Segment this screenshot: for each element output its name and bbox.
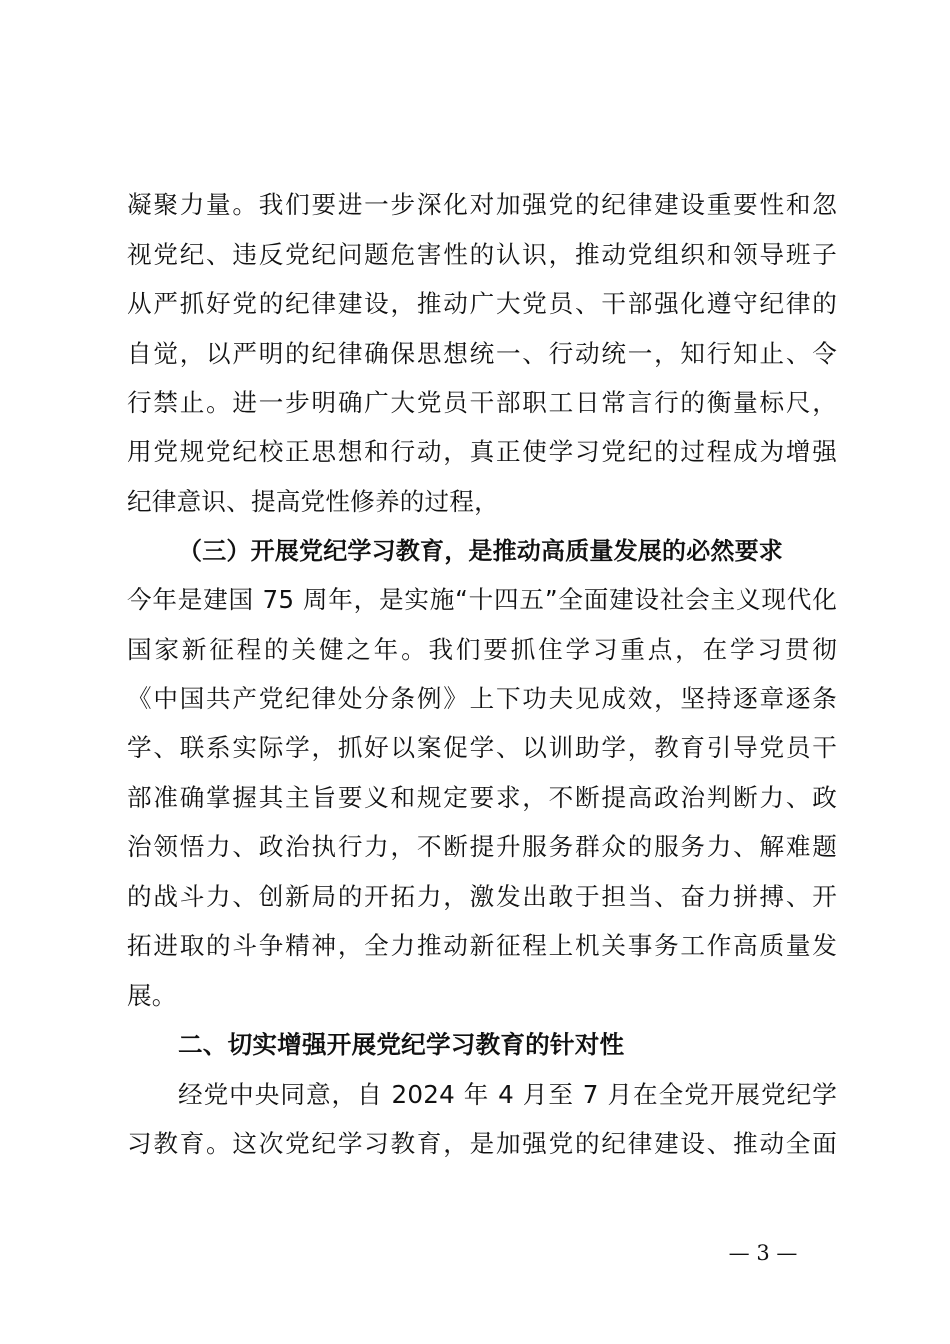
body-line: 视党纪、违反党纪问题危害性的认识，推动党组织和领导班子 <box>127 240 837 269</box>
body-line: 经党中央同意，自 2024 年 4 月至 7 月在全党开展党纪学 <box>178 1080 837 1109</box>
body-line: 凝聚力量。我们要进一步深化对加强党的纪律建设重要性和忽 <box>127 190 837 219</box>
body-line: 学、联系实际学，抓好以案促学、以训助学，教育引导党员干 <box>127 733 837 762</box>
body-line: 行禁止。进一步明确广大党员干部职工日常言行的衡量标尺， <box>127 388 837 417</box>
body-line: 国家新征程的关健之年。我们要抓住学习重点，在学习贯彻 <box>127 635 837 664</box>
section-subheading: （三）开展党纪学习教育，是推动高质量发展的必然要求 <box>178 537 783 565</box>
body-line: 习教育。这次党纪学习教育，是加强党的纪律建设、推动全面 <box>127 1129 837 1158</box>
body-line: 今年是建国 75 周年，是实施“十四五”全面建设社会主义现代化 <box>127 585 837 614</box>
body-line: 自觉，以严明的纪律确保思想统一、行动统一，知行知止、令 <box>127 339 837 368</box>
body-line: 治领悟力、政治执行力，不断提升服务群众的服务力、解难题 <box>127 832 837 861</box>
body-line: 拓进取的斗争精神，全力推动新征程上机关事务工作高质量发 <box>127 931 837 960</box>
body-line: 用党规党纪校正思想和行动，真正使学习党纪的过程成为增强 <box>127 437 837 466</box>
body-line: 部准确掌握其主旨要义和规定要求，不断提高政治判断力、政 <box>127 783 837 812</box>
body-line: 的战斗力、创新局的开拓力，激发出敢于担当、奋力拼搏、开 <box>127 882 837 911</box>
body-line: 《中国共产党纪律处分条例》上下功夫见成效，坚持逐章逐条 <box>127 684 837 713</box>
body-line: 展。 <box>127 981 177 1010</box>
section-heading: 二、切实增强开展党纪学习教育的针对性 <box>178 1030 625 1059</box>
page-number: — 3 — <box>728 1241 798 1265</box>
body-line: 从严抓好党的纪律建设，推动广大党员、干部强化遵守纪律的 <box>127 289 837 318</box>
body-line: 纪律意识、提高党性修养的过程， <box>127 487 499 516</box>
